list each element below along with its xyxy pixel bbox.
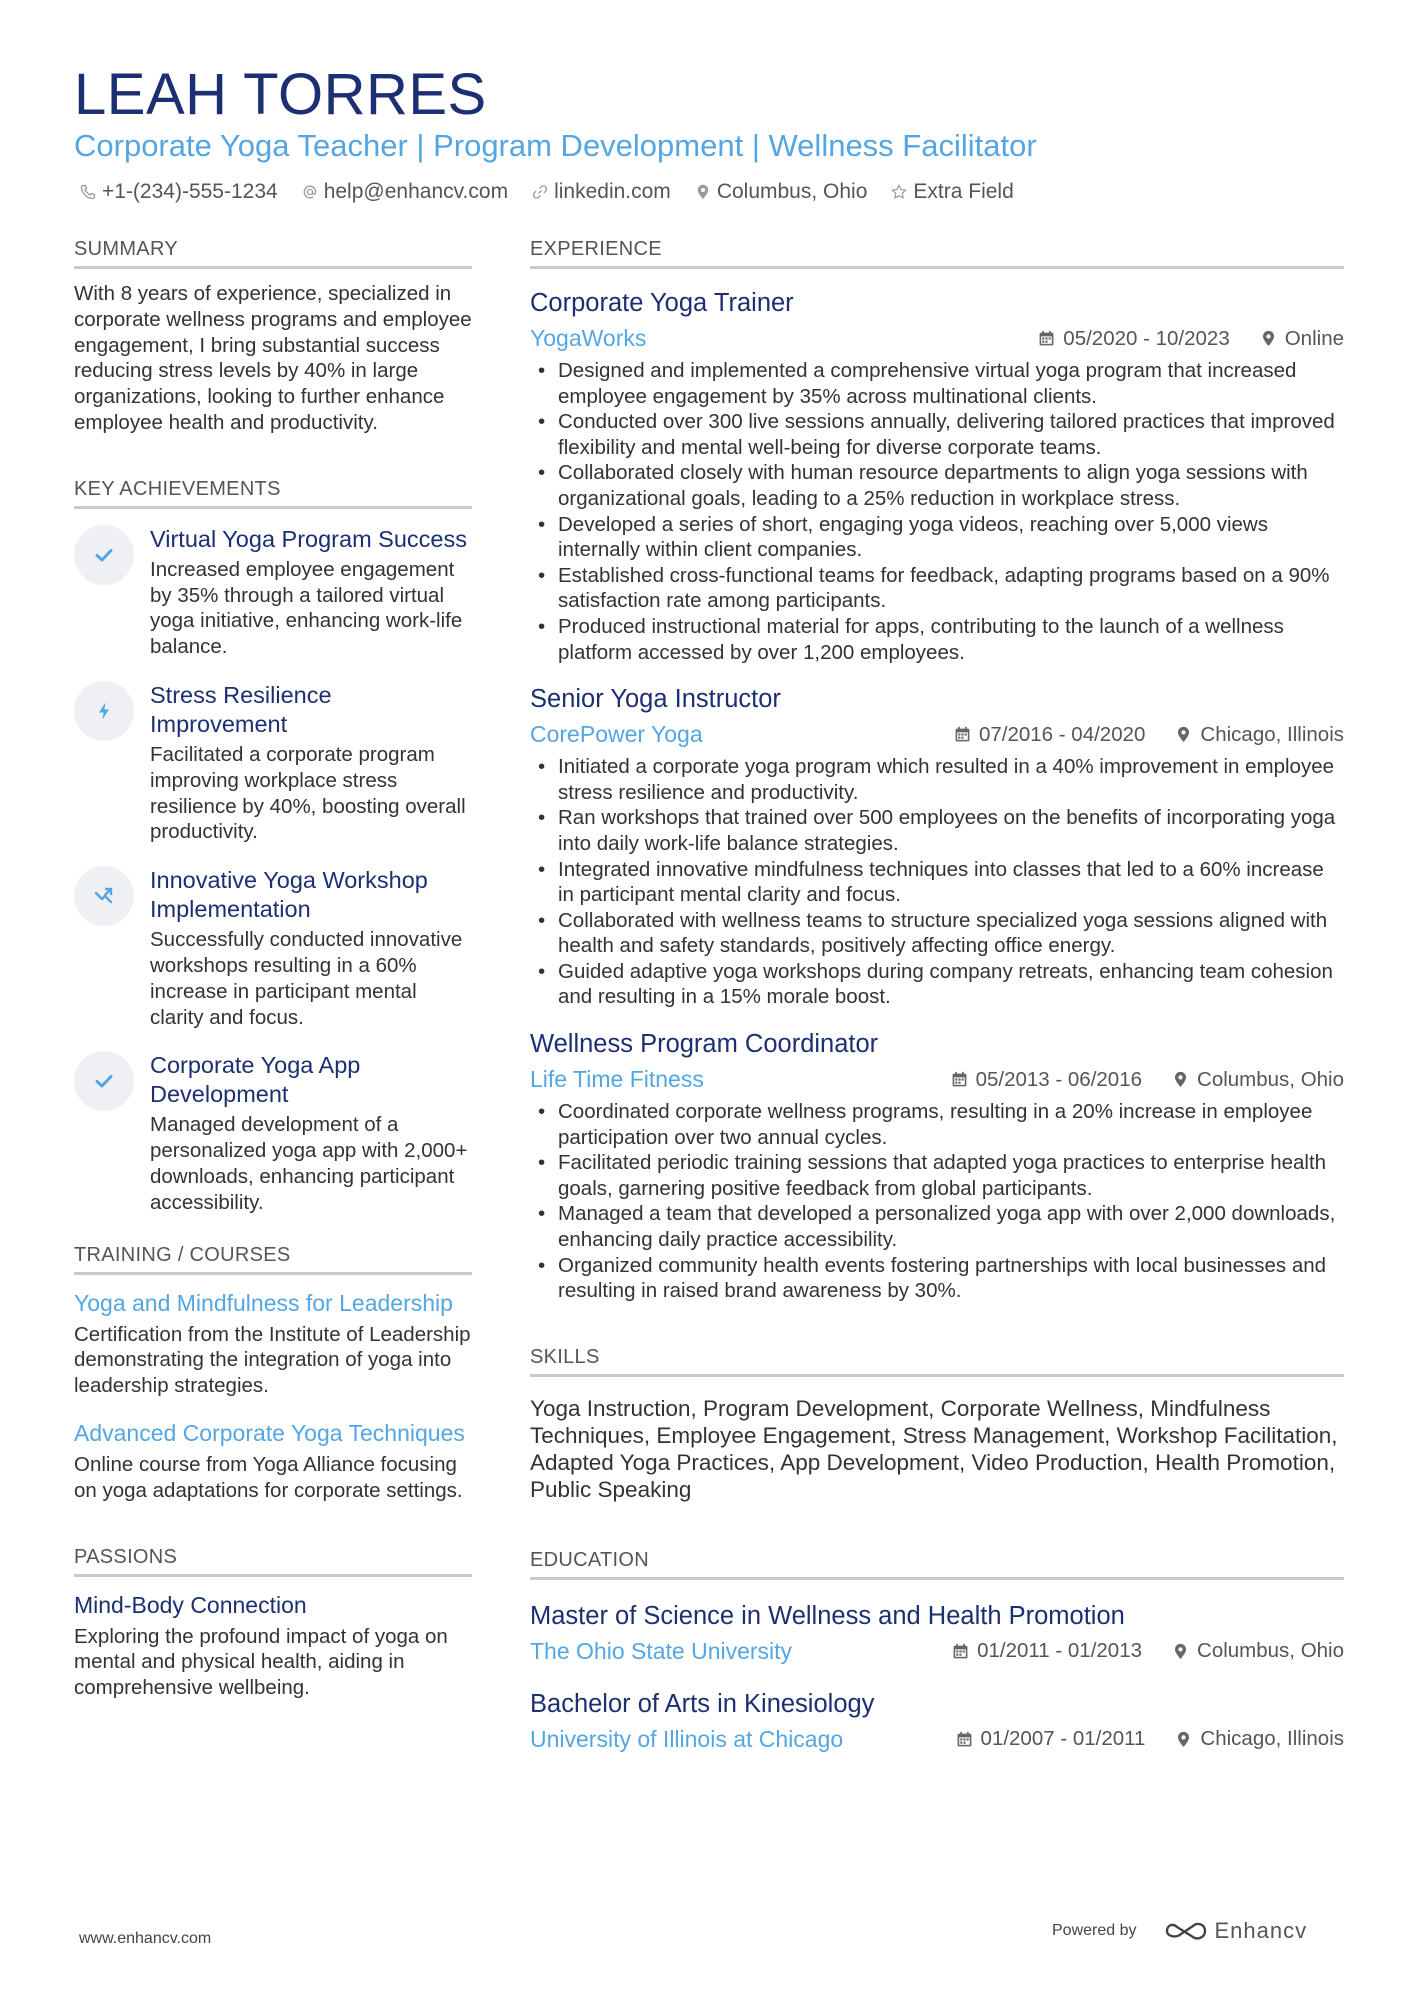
candidate-name: LEAH TORRES xyxy=(74,62,487,127)
achievement-icon-badge xyxy=(74,1051,134,1111)
calendar-icon xyxy=(1038,330,1055,347)
education-entry xyxy=(530,1688,1344,1756)
job-bullet: • Established cross-functional teams for feedback, adapting programs based on a 90% satisfaction rate among participants. xyxy=(530,563,1344,614)
job-bullet: • Facilitated periodic training sessions that adapted yoga practices to enterprise health goals, garnering positive feedback from global participants. xyxy=(530,1150,1344,1201)
job-bullet: • Developed a series of short, engaging yoga videos, reaching over 5,000 views internally within client companies. xyxy=(530,512,1344,563)
achievement-content xyxy=(150,866,472,1030)
calendar-icon xyxy=(952,1643,969,1660)
job-dates-text: 05/2013 - 06/2016 xyxy=(975,1067,1143,1091)
contact-extra xyxy=(891,180,1013,204)
candidate-subtitle: Corporate Yoga Teacher | Program Development | Wellness Facilitator xyxy=(74,128,1037,163)
chart-arrow-icon xyxy=(93,885,115,907)
achievement-item xyxy=(74,681,472,845)
calendar-icon xyxy=(956,1731,973,1748)
job-dates xyxy=(951,1068,1142,1092)
footer-branding[interactable] xyxy=(1052,1918,1307,1944)
contact-linkedin-text: linkedin.com xyxy=(554,180,671,203)
skills-text: Yoga Instruction, Program Development, Corporate Wellness, Mindfulness Techniques, Employee Engagement, Stress Management, Workshop Facilitation, Adapted Yoga Practices, App Development, Video Production, Health Promotion, Public Speaking xyxy=(530,1395,1338,1502)
achievements-list xyxy=(74,525,472,1216)
achievement-content xyxy=(150,525,472,660)
job-subheader xyxy=(530,718,1344,751)
at-icon xyxy=(302,184,318,200)
left-column xyxy=(74,236,472,1741)
course-desc: Certification from the Institute of Leadership demonstrating the integration of yoga into leadership strategies. xyxy=(74,1322,471,1398)
contact-location-text: Columbus, Ohio xyxy=(716,180,868,203)
link-icon xyxy=(532,184,548,200)
passions-section xyxy=(74,1544,472,1701)
calendar-icon xyxy=(954,726,971,743)
experience-heading: EXPERIENCE xyxy=(530,236,1344,269)
job-meta xyxy=(924,723,1344,747)
job-location xyxy=(1172,1068,1344,1092)
contact-location xyxy=(695,180,868,204)
achievement-icon-badge xyxy=(74,681,134,741)
job-dates xyxy=(1038,327,1229,351)
education-degree: Bachelor of Arts in Kinesiology xyxy=(530,1689,875,1718)
job-title: Wellness Program Coordinator xyxy=(530,1030,879,1059)
achievement-title: Stress Resilience Improvement xyxy=(150,681,332,737)
job-subheader xyxy=(530,322,1344,355)
education-degree: Master of Science in Wellness and Health Promotion xyxy=(530,1601,1125,1630)
achievement-content xyxy=(150,681,472,845)
location-pin-icon xyxy=(1172,1643,1189,1660)
education-dates-text: 01/2007 - 01/2011 xyxy=(980,1727,1146,1751)
achievement-item xyxy=(74,525,472,660)
training-section xyxy=(74,1242,472,1504)
job-bullet: • Organized community health events fostering partnerships with local businesses and resulting in raised brand awareness by 30%. xyxy=(530,1253,1344,1304)
job-subheader xyxy=(530,1063,1344,1096)
passion-item xyxy=(74,1591,472,1701)
achievement-title: Corporate Yoga App Development xyxy=(150,1052,361,1108)
job-dates xyxy=(954,723,1145,747)
education-location-text: Columbus, Ohio xyxy=(1197,1639,1344,1663)
footer-powered-by: Powered by xyxy=(1052,1922,1137,1939)
right-column xyxy=(530,236,1344,1800)
experience-section xyxy=(530,236,1344,1304)
education-location xyxy=(1172,1639,1344,1663)
passion-title: Mind-Body Connection xyxy=(74,1591,307,1618)
job-company: Life Time Fitness xyxy=(530,1066,704,1093)
job-bullet: • Collaborated closely with human resource departments to align yoga sessions with organizational goals, leading to a 25% reduction in workplace stress. xyxy=(530,460,1344,511)
lightning-icon xyxy=(93,700,115,722)
footer-website[interactable]: www.enhancv.com xyxy=(79,1930,212,1947)
skills-section xyxy=(530,1344,1344,1503)
contact-phone[interactable] xyxy=(80,180,278,204)
enhancv-logo-icon xyxy=(1163,1919,1209,1943)
job-bullets xyxy=(530,1099,1344,1304)
achievement-item xyxy=(74,1051,472,1215)
passion-desc: Exploring the profound impact of yoga on mental and physical health, aiding in comprehensive wellbeing. xyxy=(74,1624,448,1700)
achievement-icon-badge xyxy=(74,525,134,585)
education-meta xyxy=(926,1727,1344,1751)
job-entry xyxy=(530,1028,1344,1304)
job-bullets xyxy=(530,358,1344,665)
job-location-text: Online xyxy=(1284,326,1344,350)
course-desc: Online course from Yoga Alliance focusing on yoga adaptations for corporate settings. xyxy=(74,1452,463,1502)
job-bullet: • Collaborated with wellness teams to structure specialized yoga sessions aligned with health and safety standards, positively affecting office energy. xyxy=(530,908,1344,959)
contact-bar xyxy=(80,176,1038,208)
education-location xyxy=(1175,1727,1344,1751)
education-location-text: Chicago, Illinois xyxy=(1200,1727,1344,1751)
job-entry xyxy=(530,683,1344,1010)
education-section xyxy=(530,1547,1344,1756)
job-title: Corporate Yoga Trainer xyxy=(530,289,794,317)
job-bullet: • Managed a team that developed a personalized yoga app with over 2,000 downloads, enhancing daily practice accessibility. xyxy=(530,1201,1344,1252)
job-location-text: Columbus, Ohio xyxy=(1197,1067,1344,1091)
education-school: The Ohio State University xyxy=(530,1637,793,1664)
course-title: Yoga and Mindfulness for Leadership xyxy=(74,1289,453,1316)
achievement-content xyxy=(150,1051,472,1215)
education-dates-text: 01/2011 - 01/2013 xyxy=(977,1639,1143,1663)
location-pin-icon xyxy=(1172,1071,1189,1088)
location-pin-icon xyxy=(1260,330,1277,347)
job-company: CorePower Yoga xyxy=(530,721,703,748)
job-location xyxy=(1260,327,1344,351)
summary-text: With 8 years of experience, specialized in corporate wellness programs and employee engagement, I bring substantial success reducing stress levels by 40% in large organizations, looking to further enhance employee health and productivity. xyxy=(74,282,472,434)
course-title: Advanced Corporate Yoga Techniques xyxy=(74,1419,465,1446)
job-location xyxy=(1175,723,1344,747)
job-bullet: • Ran workshops that trained over 500 employees on the benefits of incorporating yoga into daily work-life balance strategies. xyxy=(530,805,1344,856)
phone-icon xyxy=(80,184,96,200)
achievement-title: Virtual Yoga Program Success xyxy=(150,525,467,552)
job-bullet: • Designed and implemented a comprehensive virtual yoga program that increased employee engagement by 35% across multinational clients. xyxy=(530,358,1344,409)
achievement-desc: Successfully conducted innovative workshops resulting in a 60% increase in participant mental clarity and focus. xyxy=(150,928,463,1029)
contact-email-text: help@enhancv.com xyxy=(323,180,509,203)
contact-phone-text: +1-(234)-555-1234 xyxy=(102,180,278,203)
check-icon xyxy=(93,544,115,566)
skills-heading: SKILLS xyxy=(530,1344,1344,1377)
location-pin-icon xyxy=(1175,1731,1192,1748)
achievement-item xyxy=(74,866,472,1030)
education-school: University of Illinois at Chicago xyxy=(530,1725,844,1752)
achievement-icon-badge xyxy=(74,866,134,926)
job-meta xyxy=(921,1068,1344,1092)
achievements-heading: KEY ACHIEVEMENTS xyxy=(74,476,472,509)
education-entry xyxy=(530,1600,1344,1668)
education-meta xyxy=(922,1639,1344,1663)
achievement-title: Innovative Yoga Workshop Implementation xyxy=(150,867,428,923)
education-heading: EDUCATION xyxy=(530,1547,1344,1580)
job-title: Senior Yoga Instructor xyxy=(530,685,781,714)
summary-section xyxy=(74,236,472,436)
footer-brand: Enhancv xyxy=(1214,1918,1308,1943)
star-icon xyxy=(891,184,907,200)
contact-extra-text: Extra Field xyxy=(913,180,1014,203)
education-subheader xyxy=(530,1723,1344,1756)
training-heading: TRAINING / COURSES xyxy=(74,1242,472,1275)
course-item xyxy=(74,1419,472,1504)
contact-email[interactable] xyxy=(302,180,508,204)
location-pin-icon xyxy=(1175,726,1192,743)
calendar-icon xyxy=(951,1071,968,1088)
job-location-text: Chicago, Illinois xyxy=(1200,722,1344,746)
achievement-desc: Facilitated a corporate program improving workplace stress resilience by 40%, boosting overall productivity. xyxy=(150,742,466,844)
job-meta xyxy=(1008,327,1344,351)
job-bullet: • Coordinated corporate wellness programs, resulting in a 20% increase in employee participation over two annual cycles. xyxy=(530,1099,1344,1150)
job-bullet: • Initiated a corporate yoga program which resulted in a 40% improvement in employee stress resilience and productivity. xyxy=(530,754,1344,805)
achievements-section xyxy=(74,476,472,1216)
passions-heading: PASSIONS xyxy=(74,1544,472,1577)
education-dates xyxy=(956,1727,1146,1751)
job-bullet: • Guided adaptive yoga workshops during company retreats, enhancing team cohesion and resulting in a 15% morale boost. xyxy=(530,959,1344,1010)
job-dates-text: 07/2016 - 04/2020 xyxy=(978,722,1146,746)
achievement-desc: Increased employee engagement by 35% through a tailored virtual yoga initiative, enhancing work-life balance. xyxy=(150,557,463,659)
summary-heading: SUMMARY xyxy=(74,236,472,269)
check-icon xyxy=(93,1070,115,1092)
job-bullets xyxy=(530,754,1344,1010)
job-company: YogaWorks xyxy=(530,325,647,351)
job-dates-text: 05/2020 - 10/2023 xyxy=(1063,326,1230,350)
job-bullet: • Integrated innovative mindfulness techniques into classes that led to a 60% increase in participant mental clarity and focus. xyxy=(530,857,1344,908)
education-subheader xyxy=(530,1635,1344,1668)
location-pin-icon xyxy=(695,184,711,200)
job-bullet: • Conducted over 300 live sessions annually, delivering tailored practices that improved flexibility and mental well-being for diverse corporate teams. xyxy=(530,409,1344,460)
contact-linkedin[interactable] xyxy=(532,180,671,204)
job-entry xyxy=(530,287,1344,665)
achievement-desc: Managed development of a personalized yoga app with 2,000+ downloads, enhancing participant accessibility. xyxy=(150,1113,468,1214)
job-bullet: • Produced instructional material for apps, contributing to the launch of a wellness platform accessed by over 1,200 employees. xyxy=(530,614,1344,665)
education-dates xyxy=(952,1639,1142,1663)
course-item xyxy=(74,1289,472,1399)
